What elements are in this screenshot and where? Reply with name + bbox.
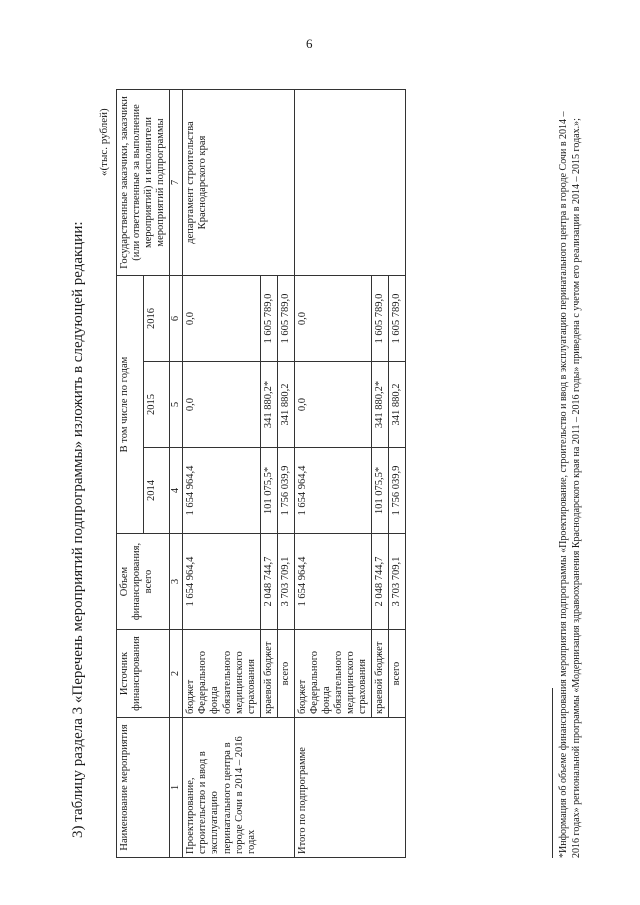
header-row-1 <box>117 89 144 857</box>
header-source: Источник финансирования <box>117 630 170 718</box>
y2014-cell: 1 756 039,9 <box>389 448 406 534</box>
y2015-cell: 0,0 <box>183 362 260 448</box>
total-cell: 1 654 964,4 <box>294 534 371 630</box>
col-index: 4 <box>170 448 183 534</box>
total-cell: 2 048 744,7 <box>372 534 389 630</box>
source-cell: краевой бюджет <box>372 630 389 718</box>
y2016-cell: 0,0 <box>294 275 371 361</box>
header-2014: 2014 <box>143 448 170 534</box>
source-cell: бюджет Федерального фонда обязательного медицинского страхования <box>294 630 371 718</box>
header-2016: 2016 <box>143 275 170 361</box>
col-index: 3 <box>170 534 183 630</box>
table-row <box>183 89 260 857</box>
measure-name: Итого по подпрограмме <box>294 718 406 858</box>
customer-cell: департамент строительства Краснодарского края <box>183 89 295 275</box>
y2015-cell: 341 880,2* <box>372 362 389 448</box>
header-by-years: В том числе по годам <box>117 275 144 533</box>
header-name: Наименование мероприятия <box>117 718 170 858</box>
col-index: 6 <box>170 275 183 361</box>
y2014-cell: 101 075,5* <box>260 448 277 534</box>
source-cell: бюджет Федерального фонда обязательного медицинского страхования <box>183 630 260 718</box>
y2016-cell: 0,0 <box>183 275 260 361</box>
header-2015: 2015 <box>143 362 170 448</box>
customer-cell-empty <box>294 89 406 275</box>
intro-text: 3) таблицу раздела 3 «Перечень мероприятий подпрограммы» изложить в следующей редакции: <box>70 221 86 838</box>
y2015-cell: 0,0 <box>294 362 371 448</box>
total-cell: 3 703 709,1 <box>389 534 406 630</box>
y2015-cell: 341 880,2* <box>260 362 277 448</box>
y2016-cell: 1 605 789,0 <box>260 275 277 361</box>
y2016-cell: 1 605 789,0 <box>277 275 294 361</box>
measures-table <box>116 89 406 858</box>
y2014-cell: 1 756 039,9 <box>277 448 294 534</box>
y2015-cell: 341 880,2 <box>389 362 406 448</box>
header-volume: Объем финансирования, всего <box>117 534 170 630</box>
col-index: 2 <box>170 630 183 718</box>
y2014-cell: 101 075,5* <box>372 448 389 534</box>
col-index: 1 <box>170 718 183 858</box>
total-cell: 2 048 744,7 <box>260 534 277 630</box>
header-customers: Государственные заказчики, заказчики (или ответственные за выполнение мероприятий) и исполнители мероприятий подпрограммы <box>117 89 170 275</box>
y2014-cell: 1 654 964,4 <box>183 448 260 534</box>
measure-name: Проектирование, строительство и ввод в эксплуатацию перинатального центра в городе Сочи в 2014 – 2016 годах <box>183 718 295 858</box>
y2016-cell: 1 605 789,0 <box>372 275 389 361</box>
rotated-content <box>70 88 590 868</box>
source-cell: всего <box>389 630 406 718</box>
source-cell: всего <box>277 630 294 718</box>
col-index: 7 <box>170 89 183 275</box>
page-number: 6 <box>306 36 313 51</box>
total-cell: 3 703 709,1 <box>277 534 294 630</box>
footnote: *Информация об объеме финансирования мероприятия подпрограммы «Проектирование, строительство и ввод в эксплуатацию перинатального центра в городе Сочи в 2014 – 2016 годах» региональной программы «Модернизация здравоохранения Краснодарского края на 2011 – 2016 годы» приведена с учетом его реализации в 2014 – 2015 годах.»; <box>558 111 582 858</box>
footnote-rule <box>552 688 553 858</box>
col-index: 5 <box>170 362 183 448</box>
table-row <box>294 89 371 857</box>
y2014-cell: 1 654 964,4 <box>294 448 371 534</box>
units-label: «(тыс. рублей) <box>98 108 110 176</box>
y2016-cell: 1 605 789,0 <box>389 275 406 361</box>
source-cell: краевой бюджет <box>260 630 277 718</box>
total-cell: 1 654 964,4 <box>183 534 260 630</box>
y2015-cell: 341 880,2 <box>277 362 294 448</box>
column-index-row <box>170 89 183 857</box>
